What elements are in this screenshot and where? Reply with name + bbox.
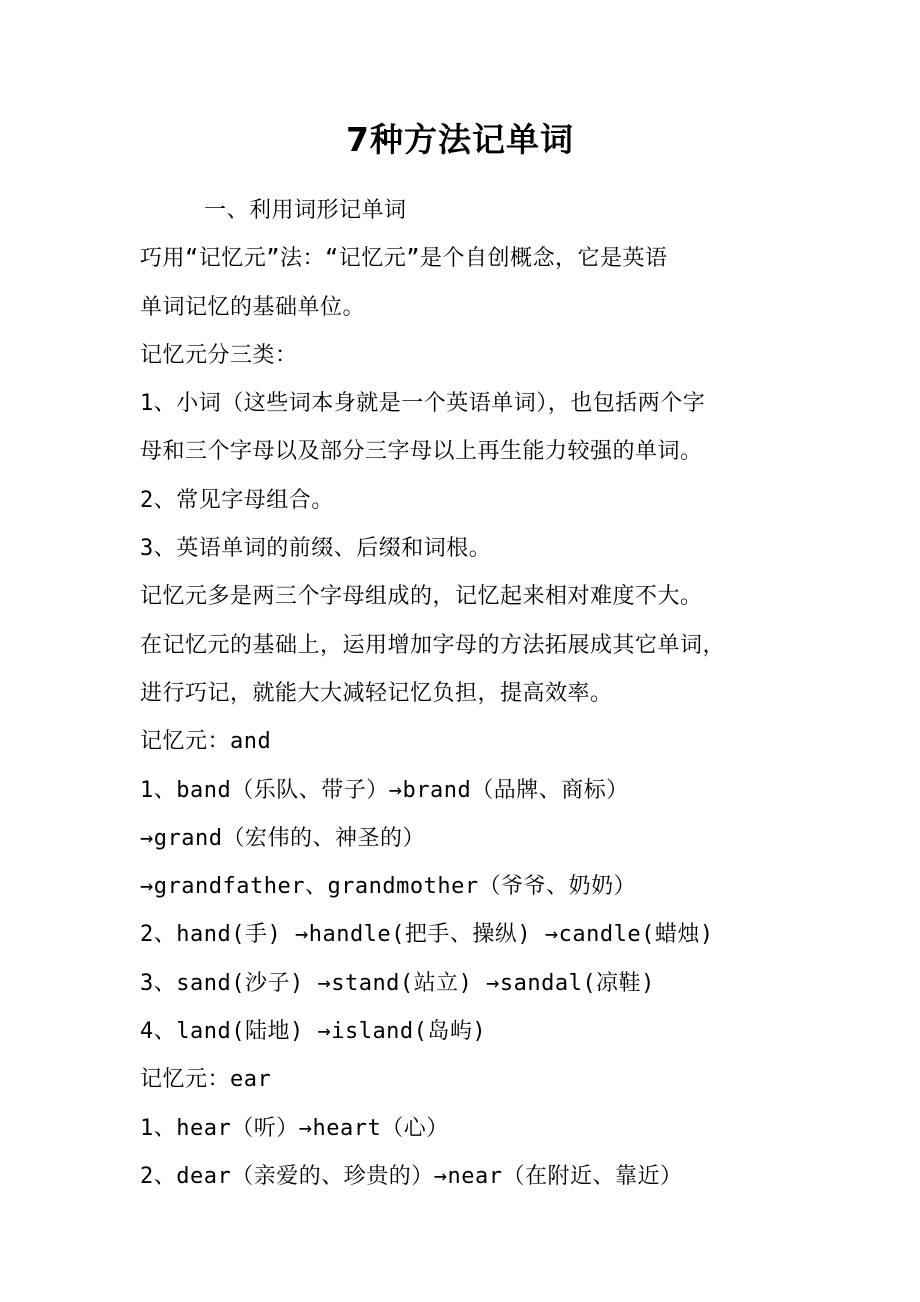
memory-unit-heading: 记忆元：ear [140,1067,272,1093]
paragraph-line: 记忆元分三类： [140,342,298,368]
list-item: 1、小词（这些词本身就是一个英语单词），也包括两个字 [140,391,706,417]
example-line: →grand（宏伟的、神圣的） [140,825,425,851]
paragraph-line: 母和三个字母以及部分三字母以上再生能力较强的单词。 [140,439,703,465]
example-line: 3、sand(沙子) →stand(站立) →sandal(凉鞋) [140,970,655,996]
paragraph-line: 巧用“记忆元”法：“记忆元”是个自创概念，它是英语 [140,246,668,272]
document-title: 7种方法记单词 [346,120,574,159]
example-line: →grandfather、grandmother（爷爷、奶奶） [140,874,637,900]
example-line: 1、hear（听）→heart（心） [140,1115,449,1141]
paragraph-line: 单词记忆的基础单位。 [140,294,366,320]
memory-unit-heading: 记忆元：and [140,729,272,755]
paragraph-line: 在记忆元的基础上，运用增加字母的方法拓展成其它单词， [140,632,726,658]
paragraph-line: 进行巧记，就能大大减轻记忆负担，提高效率。 [140,680,613,706]
example-line: 1、band（乐队、带子）→brand（品牌、商标） [140,777,629,803]
paragraph-line: 记忆元多是两三个字母组成的，记忆起来相对难度不大。 [140,584,703,610]
document-body [140,187,790,1201]
example-line: 2、hand(手) →handle(把手、操纵) →candle(蜡烛) [140,922,714,948]
example-line: 2、dear（亲爱的、珍贵的）→near（在附近、靠近） [140,1163,683,1189]
list-item: 2、常见字母组合。 [140,487,334,513]
list-item: 3、英语单词的前缀、后缀和词根。 [140,536,492,562]
example-line: 4、land(陆地) →island(岛屿) [140,1019,487,1045]
section-heading: 一、利用词形记单词 [204,198,407,223]
